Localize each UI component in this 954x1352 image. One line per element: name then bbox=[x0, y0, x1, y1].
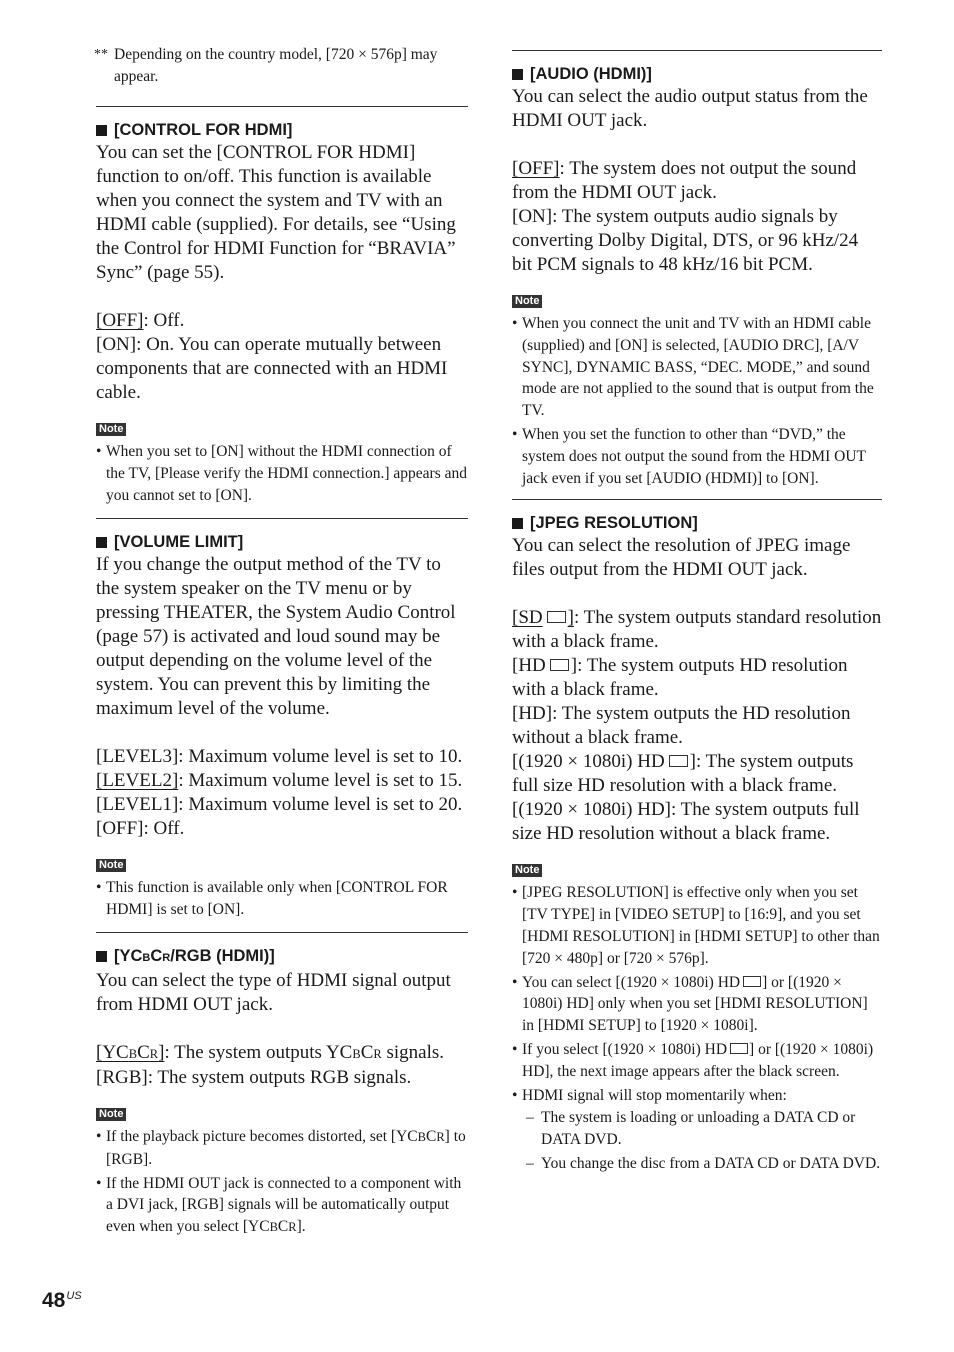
right-column bbox=[512, 50, 882, 1177]
section-body bbox=[96, 553, 468, 841]
section-body bbox=[96, 141, 468, 405]
section-body bbox=[96, 969, 468, 1090]
sub-note-item: – The system is loading or unloading a DATA CD or DATA DVD. bbox=[522, 1107, 882, 1151]
section-intro: If you change the output method of the TV to the system speaker on the TV menu or by pressing THEATER, the System Audio Control (page 57) is activated and loud sound may be output depending on the volume level of the system. You can prevent this by limiting the maximum level of the volume. bbox=[96, 554, 456, 720]
section-title-text: [CONTROL FOR HDMI] bbox=[114, 121, 293, 139]
note-badge: Note bbox=[512, 295, 542, 308]
note-list bbox=[96, 877, 468, 921]
option-default-key: [LEVEL2] bbox=[96, 770, 179, 792]
note-badge: Note bbox=[96, 859, 126, 872]
option-desc: : Maximum volume level is set to 15. bbox=[178, 770, 463, 792]
square-bullet-icon bbox=[512, 69, 523, 80]
section-title bbox=[512, 512, 882, 534]
section-title-text: [VOLUME LIMIT] bbox=[114, 533, 244, 552]
section-control-for-hdmi bbox=[96, 119, 468, 506]
option-desc: : The system does not output the sound from the HDMI OUT jack. bbox=[512, 158, 857, 203]
option-off bbox=[96, 309, 468, 333]
section-intro: You can set the [CONTROL FOR HDMI] function to on/off. This function is available when you connect the system and TV with an HDMI cable (supplied). For details, see “Using the Control for HDMI Function for “BRAVIA” Sync” (page 55). bbox=[96, 142, 456, 283]
section-jpeg-resolution bbox=[512, 512, 882, 1174]
option-default-key: [OFF] bbox=[96, 310, 144, 331]
note-list bbox=[512, 313, 882, 489]
note-badge: Note bbox=[96, 1108, 126, 1121]
option-rgb: [RGB]: The system outputs RGB signals. bbox=[96, 1066, 412, 1088]
section-divider bbox=[96, 932, 468, 933]
sub-note-item: – You change the disc from a DATA CD or DATA DVD. bbox=[522, 1153, 882, 1175]
note-badge: Note bbox=[512, 864, 542, 877]
note-item: • HDMI signal will stop momentarily when: – The system is loading or unloading a DATA CD or DATA DVD. – You change the disc from a DATA CD or DATA DVD. bbox=[512, 1085, 882, 1175]
black-frame-icon bbox=[743, 976, 761, 987]
section-divider bbox=[96, 518, 468, 519]
note-item: • [JPEG RESOLUTION] is effective only when you set [TV TYPE] in [VIDEO SETUP] to [16:9], and you set [HDMI RESOLUTION] in [HDMI SETUP] to other than [720 × 480p] or [720 × 576p]. bbox=[512, 882, 882, 969]
black-frame-icon bbox=[730, 1043, 748, 1054]
section-title-text: [YCBCR/RGB (HDMI)] bbox=[114, 946, 275, 965]
section-title-text: [AUDIO (HDMI)] bbox=[530, 65, 652, 83]
section-divider bbox=[96, 106, 468, 107]
section-title bbox=[96, 531, 468, 553]
left-column bbox=[96, 44, 468, 1241]
note-item: • If you select [(1920 × 1080i) HD ] or [(1920 × 1080i) HD], the next image appears after the black screen. bbox=[512, 1039, 882, 1083]
option-default-key: [SD ] bbox=[512, 607, 574, 629]
option-level1: [LEVEL1]: Maximum volume level is set to 20. bbox=[96, 794, 463, 816]
section-divider bbox=[512, 50, 882, 51]
sub-note-list bbox=[522, 1107, 882, 1174]
note-badge: Note bbox=[96, 423, 126, 436]
note-item: • When you set to [ON] without the HDMI connection of the TV, [Please verify the HDMI connection.] appears and you cannot set to [ON]. bbox=[96, 441, 468, 506]
note-list bbox=[512, 882, 882, 1174]
page-number: $48^{US}$ bbox=[42, 1289, 82, 1312]
section-intro: You can select the resolution of JPEG image files output from the HDMI OUT jack. bbox=[512, 535, 851, 581]
option-default-key: [OFF] bbox=[512, 158, 560, 179]
note-item: • When you connect the unit and TV with an HDMI cable (supplied) and [ON] is selected, [AUDIO DRC], [A/V SYNC], DYNAMIC BASS, “DEC. MODE,” and sound mode are not applied to the sound that is output from the TV. bbox=[512, 313, 882, 422]
option-ycbcr: [YCBCR]: The system outputs YCBCR signals. bbox=[96, 1041, 444, 1063]
option-full-hd: [(1920 × 1080i) HD]: The system outputs full size HD resolution without a black frame. bbox=[512, 799, 860, 845]
note-item: • If the HDMI OUT jack is connected to a component with a DVI jack, [RGB] signals will be automatically output even when you select [YCBCR]. bbox=[96, 1173, 468, 1239]
option-on: [ON]: The system outputs audio signals by converting Dolby Digital, DTS, or 96 kHz/24 bit PCM signals to 48 kHz/16 bit PCM. bbox=[512, 206, 859, 275]
section-intro: You can select the audio output status from the HDMI OUT jack. bbox=[512, 86, 868, 131]
black-frame-icon bbox=[550, 659, 569, 671]
section-title-text: [JPEG RESOLUTION] bbox=[530, 514, 698, 533]
square-bullet-icon bbox=[96, 537, 107, 548]
note-item: • You can select [(1920 × 1080i) HD ] or [(1920 × 1080i) HD] only when you set [HDMI RESOLUTION] in [HDMI SETUP] to [1920 × 1080i]. bbox=[512, 972, 882, 1037]
footnote-text: Depending on the country model, [720 × 576p] may appear. bbox=[114, 46, 438, 85]
option-level3: [LEVEL3]: Maximum volume level is set to 10. bbox=[96, 746, 463, 768]
note-item: • When you set the function to other than “DVD,” the system does not output the sound from the HDMI OUT jack even if you set [AUDIO (HDMI)] to [ON]. bbox=[512, 424, 882, 489]
option-desc: : Off. bbox=[143, 310, 185, 331]
note-item: • If the playback picture becomes distorted, set [YCBCR] to [RGB]. bbox=[96, 1126, 468, 1171]
footnote bbox=[94, 44, 468, 87]
note-list bbox=[96, 441, 468, 506]
option-hd-frame: [HD ]: The system outputs HD resolution with a black frame. bbox=[512, 655, 848, 701]
section-audio-hdmi bbox=[512, 63, 882, 489]
section-body bbox=[512, 534, 882, 846]
option-on: [ON]: On. You can operate mutually between components that are connected with an HDMI cable. bbox=[96, 334, 448, 403]
black-frame-icon bbox=[669, 755, 688, 767]
section-title bbox=[96, 945, 468, 969]
section-body bbox=[512, 85, 882, 277]
footnote-mark: ** bbox=[94, 47, 108, 62]
note-item: • This function is available only when [CONTROL FOR HDMI] is set to [ON]. bbox=[96, 877, 468, 921]
option-full-hd-frame: [(1920 × 1080i) HD ]: The system outputs full size HD resolution with a black frame. bbox=[512, 751, 854, 797]
note-list bbox=[96, 1126, 468, 1239]
section-ycbcr-rgb bbox=[96, 945, 468, 1239]
section-intro: You can select the type of HDMI signal output from HDMI OUT jack. bbox=[96, 969, 451, 1015]
square-bullet-icon bbox=[96, 951, 107, 962]
option-sd-frame: [SD ]: The system outputs standard resolution with a black frame. bbox=[512, 607, 882, 653]
option-hd: [HD]: The system outputs the HD resolution without a black frame. bbox=[512, 703, 851, 749]
option-off bbox=[512, 157, 882, 205]
section-divider bbox=[512, 499, 882, 500]
section-title bbox=[96, 119, 468, 141]
square-bullet-icon bbox=[512, 518, 523, 529]
option-default-key: [YCBCR] bbox=[96, 1041, 165, 1063]
section-title bbox=[512, 63, 882, 85]
black-frame-icon bbox=[547, 611, 566, 623]
section-volume-limit bbox=[96, 531, 468, 921]
square-bullet-icon bbox=[96, 125, 107, 136]
option-level2 bbox=[96, 769, 468, 793]
option-off: [OFF]: Off. bbox=[96, 818, 185, 840]
